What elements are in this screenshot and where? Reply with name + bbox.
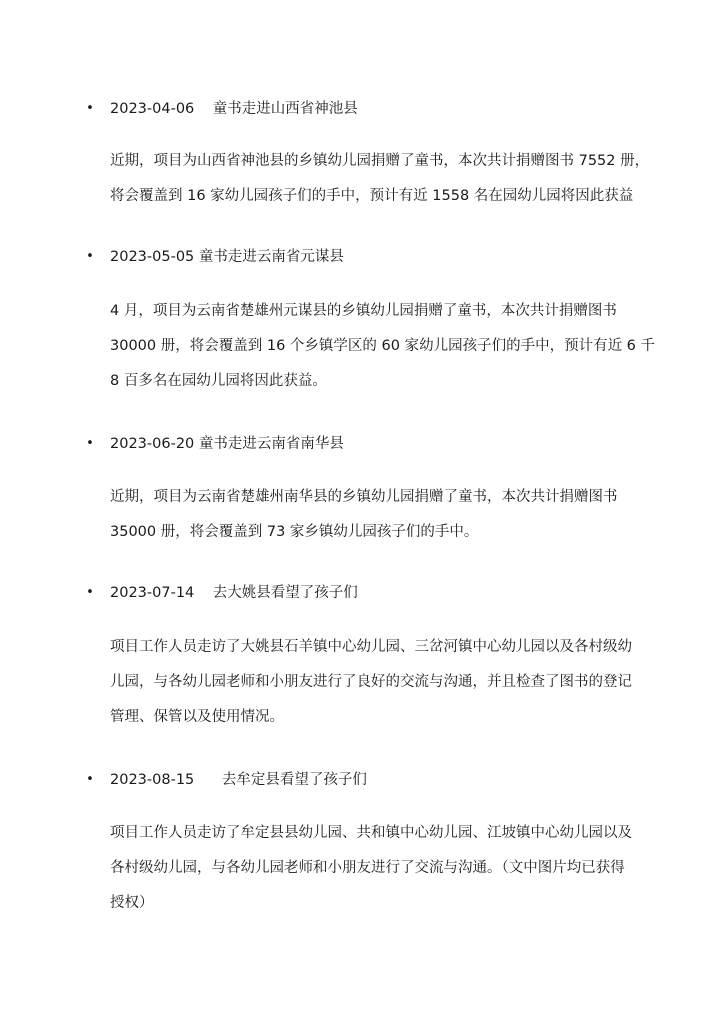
entry-heading: 2023-06-20 童书走进云南省南华县 [110,436,344,452]
body-line: 近期，项目为山西省神池县的乡镇幼儿园捐赠了童书，本次共计捐赠图书 7552 册， [110,153,650,169]
body-line: 35000 册，将会覆盖到 73 家乡镇幼儿园孩子们的手中。 [110,524,479,540]
bullet-icon: • [86,585,94,600]
entry-body [110,816,666,921]
body-line: 4 月，项目为云南省楚雄州元谋县的乡镇幼儿园捐赠了童书，本次共计捐赠图书 [110,303,617,319]
body-line: 8 百多名在园幼儿园将因此获益。 [110,373,327,389]
body-line: 授权） [110,895,154,911]
entry-body [110,480,666,550]
entry-heading: 2023-08-15 去牟定县看望了孩子们 [110,772,367,788]
bullet-icon: • [86,772,94,787]
bullet-icon: • [86,101,94,116]
entry-heading: 2023-07-14 去大姚县看望了孩子们 [110,585,358,601]
entry-body [110,630,666,735]
bullet-icon: • [86,249,94,264]
entry-heading: 2023-04-06 童书走进山西省神池县 [110,101,358,117]
entry-body [110,294,666,399]
body-line: 儿园，与各幼儿园老师和小朋友进行了良好的交流与沟通，并且检查了图书的登记 [110,674,632,690]
body-line: 近期，项目为云南省楚雄州南华县的乡镇幼儿园捐赠了童书，本次共计捐赠图书 [110,489,618,505]
bullet-icon: • [86,436,94,451]
body-line: 30000 册，将会覆盖到 16 个乡镇学区的 60 家幼儿园孩子们的手中，预计有近 6 千 [110,338,656,354]
body-line: 各村级幼儿园，与各幼儿园老师和小朋友进行了交流与沟通。（文中图片均已获得 [110,860,625,876]
body-line: 管理、保管以及使用情况。 [110,709,284,725]
entry-heading: 2023-05-05 童书走进云南省元谋县 [110,249,344,265]
entry-body [110,144,666,214]
body-line: 将会覆盖到 16 家幼儿园孩子们的手中，预计有近 1558 名在园幼儿园将因此获益 [110,188,634,204]
body-line: 项目工作人员走访了大姚县石羊镇中心幼儿园、三岔河镇中心幼儿园以及各村级幼 [110,639,632,655]
body-line: 项目工作人员走访了牟定县县幼儿园、共和镇中心幼儿园、江坡镇中心幼儿园以及 [110,825,632,841]
